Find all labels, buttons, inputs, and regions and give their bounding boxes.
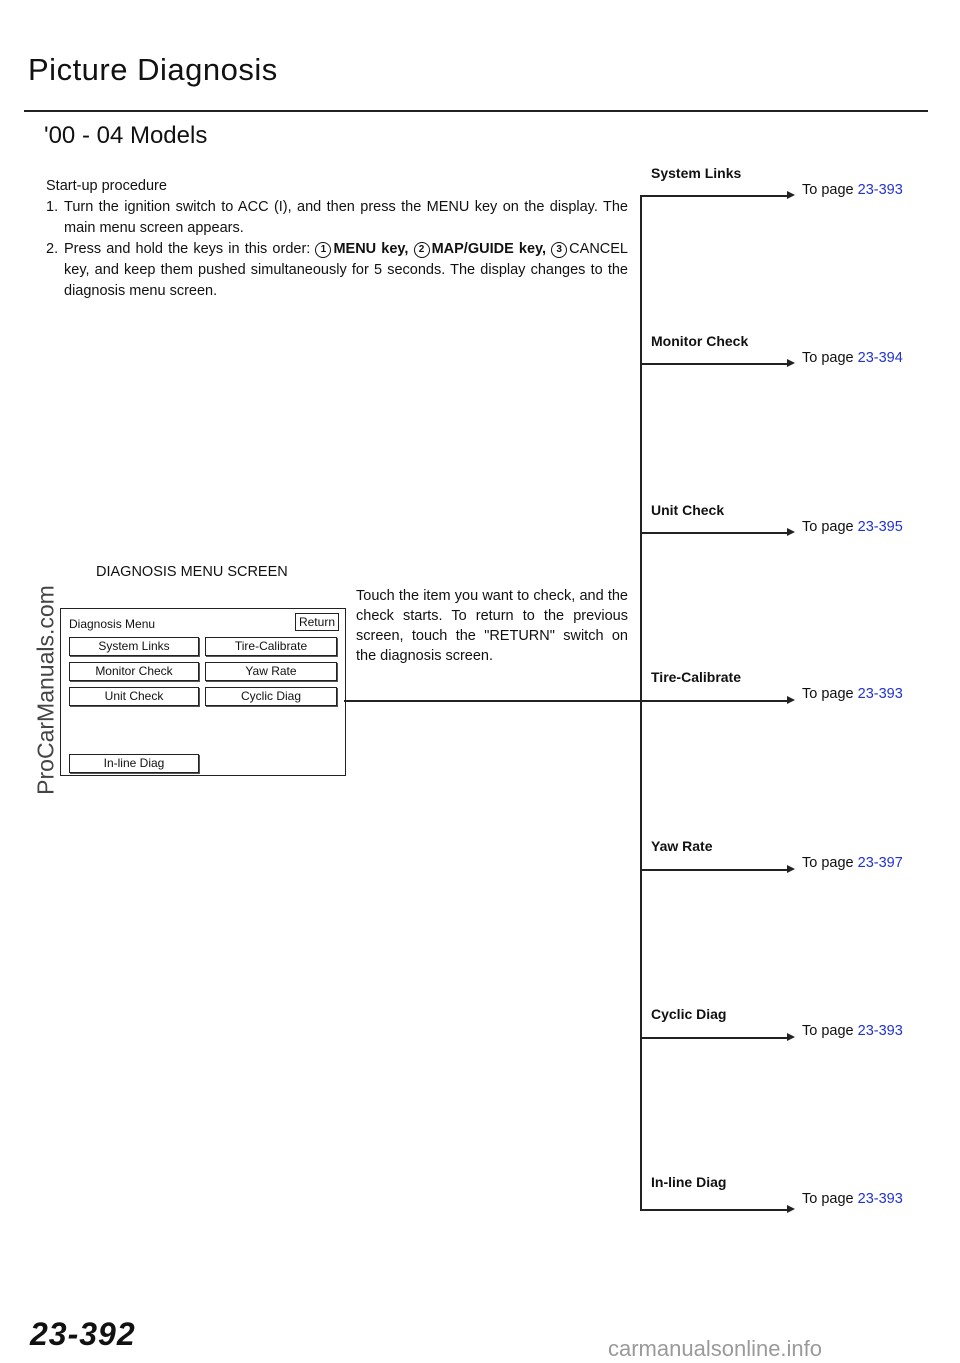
page-title: Picture Diagnosis	[28, 52, 278, 87]
branch-trunk-line	[640, 195, 642, 1210]
step-number: 1.	[46, 199, 59, 215]
page-reference	[802, 855, 903, 871]
page-link[interactable]: 23-394	[857, 350, 903, 366]
item-label-yaw-rate: Yaw Rate	[651, 838, 713, 854]
item-label-system-links: System Links	[651, 165, 742, 181]
item-label-in-line-diag: In-line Diag	[651, 1174, 727, 1190]
page-number: 23-392	[30, 1316, 136, 1352]
arrow-icon	[640, 532, 788, 534]
item-label-cyclic-diag: Cyclic Diag	[651, 1006, 727, 1022]
item-label-unit-check: Unit Check	[651, 502, 725, 518]
page-reference	[802, 1023, 903, 1039]
cyclic-diag-button[interactable]: Cyclic Diag	[205, 687, 337, 706]
page-reference	[802, 182, 903, 198]
page-link[interactable]: 23-393	[857, 686, 903, 702]
footer-watermark: carmanualsonline.info	[608, 1336, 823, 1361]
arrow-icon	[640, 700, 788, 702]
arrow-icon	[640, 1037, 788, 1039]
page-reference	[802, 519, 903, 535]
screen-header: Diagnosis Menu	[69, 617, 156, 631]
procedure-step-2	[46, 239, 628, 302]
title-divider	[24, 110, 928, 112]
key-name: MENU key,	[333, 241, 409, 257]
diagnosis-menu-screen	[60, 608, 346, 776]
unit-check-button[interactable]: Unit Check	[69, 687, 199, 706]
key-name: MAP/GUIDE key,	[431, 241, 547, 257]
item-label-monitor-check: Monitor Check	[651, 333, 749, 349]
side-watermark: ProCarManuals.com	[32, 585, 59, 795]
page-link[interactable]: 23-395	[857, 519, 903, 535]
to-page-text: To page	[802, 1023, 854, 1039]
step-text: CANCEL key, and keep them pushed simultaneously for 5 seconds. The display changes to the diagnosis menu screen.	[64, 241, 628, 299]
arrow-icon	[640, 869, 788, 871]
yaw-rate-button[interactable]: Yaw Rate	[205, 662, 337, 681]
screen-connector-line	[344, 700, 641, 702]
page-link[interactable]: 23-393	[857, 1191, 903, 1207]
screen-caption: DIAGNOSIS MENU SCREEN	[96, 564, 288, 580]
step-number: 2.	[46, 241, 59, 257]
circled-number-icon: 1	[315, 242, 331, 258]
to-page-text: To page	[802, 350, 854, 366]
procedure-step-1	[46, 197, 628, 239]
return-button[interactable]: Return	[295, 613, 339, 631]
startup-procedure	[46, 176, 628, 302]
in-line-diag-button[interactable]: In-line Diag	[69, 754, 199, 773]
page-link[interactable]: 23-397	[857, 855, 903, 871]
to-page-text: To page	[802, 182, 854, 198]
item-label-tire-calibrate: Tire-Calibrate	[651, 669, 741, 685]
arrow-icon	[640, 195, 788, 197]
arrow-icon	[640, 363, 788, 365]
circled-number-icon: 2	[414, 242, 430, 258]
step-text: Press and hold the keys in this order:	[64, 241, 311, 257]
page-reference	[802, 686, 903, 702]
section-subtitle: '00 - 04 Models	[44, 122, 208, 149]
to-page-text: To page	[802, 1191, 854, 1207]
page-reference	[802, 350, 903, 366]
page-link[interactable]: 23-393	[857, 1023, 903, 1039]
tire-calibrate-button[interactable]: Tire-Calibrate	[205, 637, 337, 656]
touch-instructions: Touch the item you want to check, and the check starts. To return to the previous screen, touch the "RETURN" switch on the diagnosis screen.	[356, 588, 628, 664]
page-link[interactable]: 23-393	[857, 182, 903, 198]
monitor-check-button[interactable]: Monitor Check	[69, 662, 199, 681]
procedure-heading: Start-up procedure	[46, 178, 167, 194]
to-page-text: To page	[802, 686, 854, 702]
arrow-icon	[640, 1209, 788, 1211]
to-page-text: To page	[802, 519, 854, 535]
to-page-text: To page	[802, 855, 854, 871]
system-links-button[interactable]: System Links	[69, 637, 199, 656]
page-reference	[802, 1191, 903, 1207]
step-text: Turn the ignition switch to ACC (I), and then press the MENU key on the display. The main menu screen appears.	[64, 199, 628, 236]
circled-number-icon: 3	[551, 242, 567, 258]
